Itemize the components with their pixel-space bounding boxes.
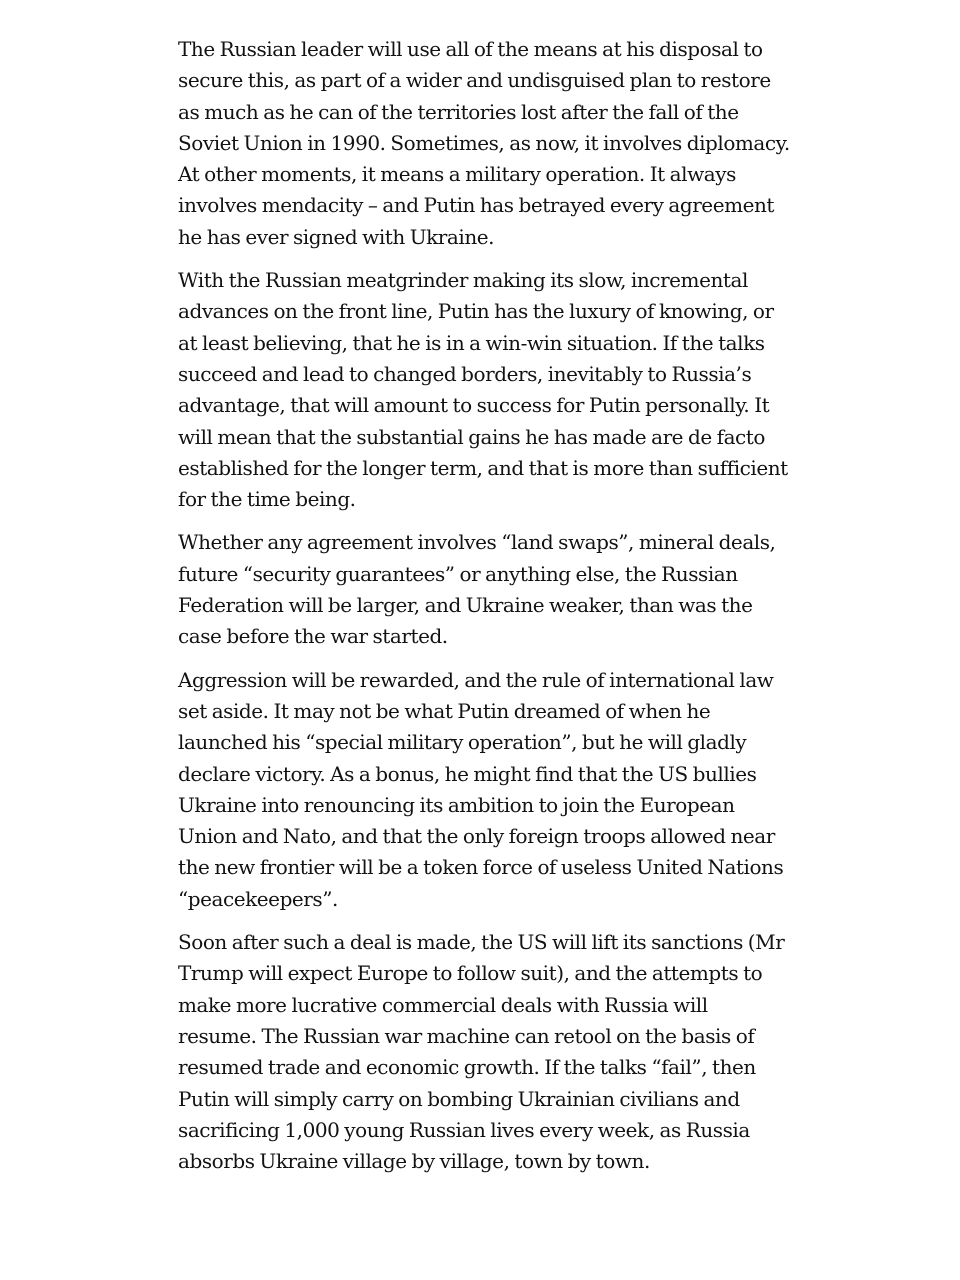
article-paragraph: Aggression will be rewarded, and the rule of international law set aside. It may not be what Putin dreamed of when he launched his “special military operation”, but he will gladly declare victory. As a bonus, he might find that the US bullies Ukraine into renouncing its ambition to join the European Union and Nato, and that the only foreign troops allowed near the new frontier will be a token force of useless United Nations “peacekeepers”. — [178, 667, 784, 911]
article-paragraph: With the Russian meatgrinder making its slow, incremental advances on the front line, Putin has the luxury of knowing, or at least believing, that he is in a win-win situation. If the talks succeed and lead to changed borders, inevitably to Russia’s advantage, that will amount to success for Putin personally. It will mean that the substantial gains he has made are de facto established for the longer term, and that is more than sufficient for the time being. — [178, 268, 788, 512]
article-body — [178, 34, 790, 1189]
article-paragraph: Soon after such a deal is made, the US will lift its sanctions (Mr Trump will expect Europe to follow suit), and the attempts to make more lucrative commercial deals with Russia will resume. The Russian war machine can retool on the basis of resumed trade and economic growth. If the talks “fail”, then Putin will simply carry on bombing Ukrainian civilians and sacrificing 1,000 young Russian lives every week, as Russia absorbs Ukraine village by village, town by town. — [178, 930, 785, 1174]
article-paragraph: Whether any agreement involves “land swaps”, mineral deals, future “security guarantees” or anything else, the Russian Federation will be larger, and Ukraine weaker, than was the case before the war started. — [178, 530, 776, 649]
article-paragraph: The Russian leader will use all of the means at his disposal to secure this, as part of a wider and undisguised plan to restore as much as he can of the territories lost after the fall of the Soviet Union in 1990. Sometimes, as now, it involves diplomacy. At other moments, it means a military operation. It always involves mendacity – and Putin has betrayed every agreement he has ever signed with Ukraine. — [178, 37, 790, 249]
